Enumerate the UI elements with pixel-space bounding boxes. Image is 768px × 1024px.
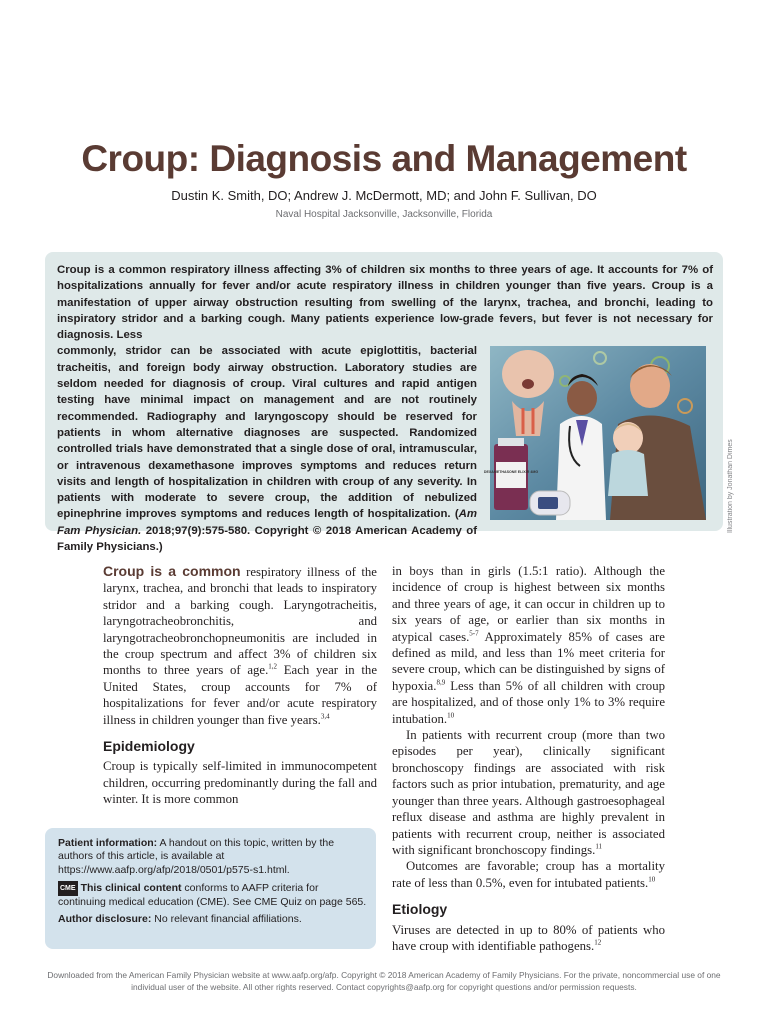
epi-text-c: Less than 5% of all children with croup are hospitalized, and of those only 1% to 3% require intubation.: [392, 678, 665, 726]
heading-etiology: Etiology: [392, 901, 448, 918]
abstract-narrow-lines: commonly, stridor can be associated with acute epiglottitis, bacterial tracheitis, and foreign body airway obstruction. Laboratory studies are seldom needed for diagnosis of croup. Viral cultures and rapid antigen testing have minimal impact on management and are not routinely recommended. Radiography and laryngoscopy should be reserved for patients in whom alternative diagnoses are suspected. Randomized controlled trials have demonstrated that a single dose of oral, intramuscular, or intravenous dexamethasone improves symptoms and reduces return visits and length of hospitalization in children with croup of any severity. In patients with moderate to severe croup, the addition of nebulized epinephrine improves symptoms and reduces length of hospitalization. (Am Fam Physician. 2018;97(9):575-580. Copyright © 2018 American Academy of Family Physicians.): [57, 345, 478, 554]
ref-marker: 5-7: [469, 629, 479, 638]
ref-marker: 8,9: [436, 678, 446, 687]
lead-in: Croup is a common: [103, 563, 241, 579]
ref-marker: 10: [648, 875, 656, 884]
article-title: Croup: Diagnosis and Management: [81, 138, 687, 179]
outcomes-paragraph: [392, 858, 665, 891]
cme-badge: CME: [58, 881, 78, 896]
body-column-right: [392, 563, 665, 954]
abstract-narrow-text: commonly, stridor can be associated with acute epiglottitis, bacterial tracheitis, and foreign body airway obstruction. Laboratory studies are seldom needed for diagnosis of croup. Viral cultures and rapid antigen testing have minimal impact on management and are not routinely recommended. Radiography and laryngoscopy should be reserved for patients in whom alternative diagnoses are suspected. Randomized controlled trials have demonstrated that a single dose of oral, intramuscular, or intravenous dexamethasone improves symptoms and reduces return visits and length of hospitalization in children with croup of any severity. In patients with moderate to severe croup, the addition of nebulized epinephrine improves symptoms and reduces length of hospitalization.: [57, 345, 477, 521]
affiliation: Naval Hospital Jacksonville, Jacksonville, Florida: [275, 209, 493, 220]
epi-text-a: in boys than in girls (1.5:1 ratio). Although the incidence of croup is highest between six months and three years of age, it can occur in children up to six years of age, or earlier than six months in atypical cases.: [392, 564, 665, 644]
patient-info-label: Patient information:: [58, 837, 158, 849]
ref-marker: 10: [447, 711, 455, 720]
disclosure-text: No relevant financial affiliations.: [151, 913, 302, 926]
cme-text: conforms to AAFP criteria for continuing medical education (CME). See CME Quiz on page 565.: [58, 881, 367, 909]
patient-info-text: A handout on this topic, written by the authors of this article, is available at https://www.aafp.org/afp/2018/0501/p575-s1.html.: [58, 837, 335, 876]
disclosure-label: Author disclosure:: [58, 913, 152, 926]
intro-text-2: Each year in the United States, croup accounts for 7% of hospitalizations for fever and/or acute respiratory illness in children younger than five years.: [103, 663, 377, 727]
heading-epidemiology: Epidemiology: [103, 738, 195, 755]
ref-marker: 3,4: [320, 712, 330, 721]
illustration-drawing: [483, 346, 706, 520]
intro-text: respiratory illness of the larynx, trachea, and bronchi that leads to inspiratory stridor and a barking cough. Laryngotracheitis, laryngotracheobronchitis, and laryngotracheobronchopneumonitis are included in the croup spectrum and affect 3% of children six months to three years of age.: [103, 565, 377, 678]
etiology-paragraph: [392, 922, 665, 955]
body-column-left: [103, 563, 377, 808]
ref-marker: 11: [595, 842, 603, 851]
info-box: [45, 828, 376, 949]
author-list: Dustin K. Smith, DO; Andrew J. McDermott, MD; and John F. Sullivan, DO: [171, 188, 597, 203]
epi-text-b: Approximately 85% of cases are defined as mild, and less than 1% meet criteria for severe croup, which can be distinguished by signs of hypoxia.: [392, 629, 665, 693]
patient-information: [58, 837, 368, 877]
abstract-full-lines: Croup is a common respiratory illness affecting 3% of children six months to three years of age. It accounts for 7% of hospitalizations annually for fever and/or acute respiratory illness in children younger than five years. Croup is a manifestation of upper airway obstruction resulting from swelling of the larynx, trachea, and bronchi, leading to inspiratory stridor and a barking cough. Many patients experience low-grade fevers, but fever is not necessary for diagnosis. Less: [57, 264, 713, 342]
bottle-label: DEXAMETHASONE ELIXIR 4MG: [483, 470, 539, 474]
page-footer: Downloaded from the American Family Physician website at www.aafp.org/afp. Copyright © 2018 American Academy of Family Physicians. For the private, noncommercial use of one individual user of the website. All other rights reserved. Contact copyrights@aafp.org for copyright questions and/or permission requests.: [47, 970, 721, 992]
cme-statement: [58, 881, 368, 910]
illustration-credit: Illustration by Jonathan Dimes: [727, 439, 734, 533]
outcomes-text: Outcomes are favorable; croup has a mortality rate of less than 0.5%, even for intubated patients.: [392, 859, 665, 890]
epidemiology-paragraph-cont: [392, 563, 665, 727]
citation-rest: 2018;97(9):575-580. Copyright © 2018 American Academy of Family Physicians.): [57, 524, 478, 554]
citation-journal: Am Fam Physician.: [57, 508, 477, 537]
ref-marker: 12: [594, 938, 602, 947]
epidemiology-paragraph: Croup is typically self-limited in immunocompetent children, occurring predominantly during the fall and winter. It is more common: [103, 759, 377, 807]
recurrent-croup-paragraph: [392, 727, 665, 858]
abstract-box: [45, 252, 723, 554]
intro-paragraph: [103, 563, 377, 728]
cme-label: This clinical content: [80, 881, 182, 894]
illustration: [483, 346, 706, 520]
recurrent-text: In patients with recurrent croup (more than two episodes per year), clinically significant bronchoscopy findings are associated with risk factors such as prior intubation, prematurity, and age younger than three years. Although gastroesophageal reflux disease and asthma are highly prevalent in patients with recurrent croup, neither is associated with significant bronchoscopy findings.: [392, 728, 665, 857]
etiology-text: Viruses are detected in up to 80% of patients who have croup with identifiable pathogens.: [392, 922, 665, 953]
author-disclosure: [58, 913, 368, 926]
ref-marker: 1,2: [268, 663, 278, 672]
